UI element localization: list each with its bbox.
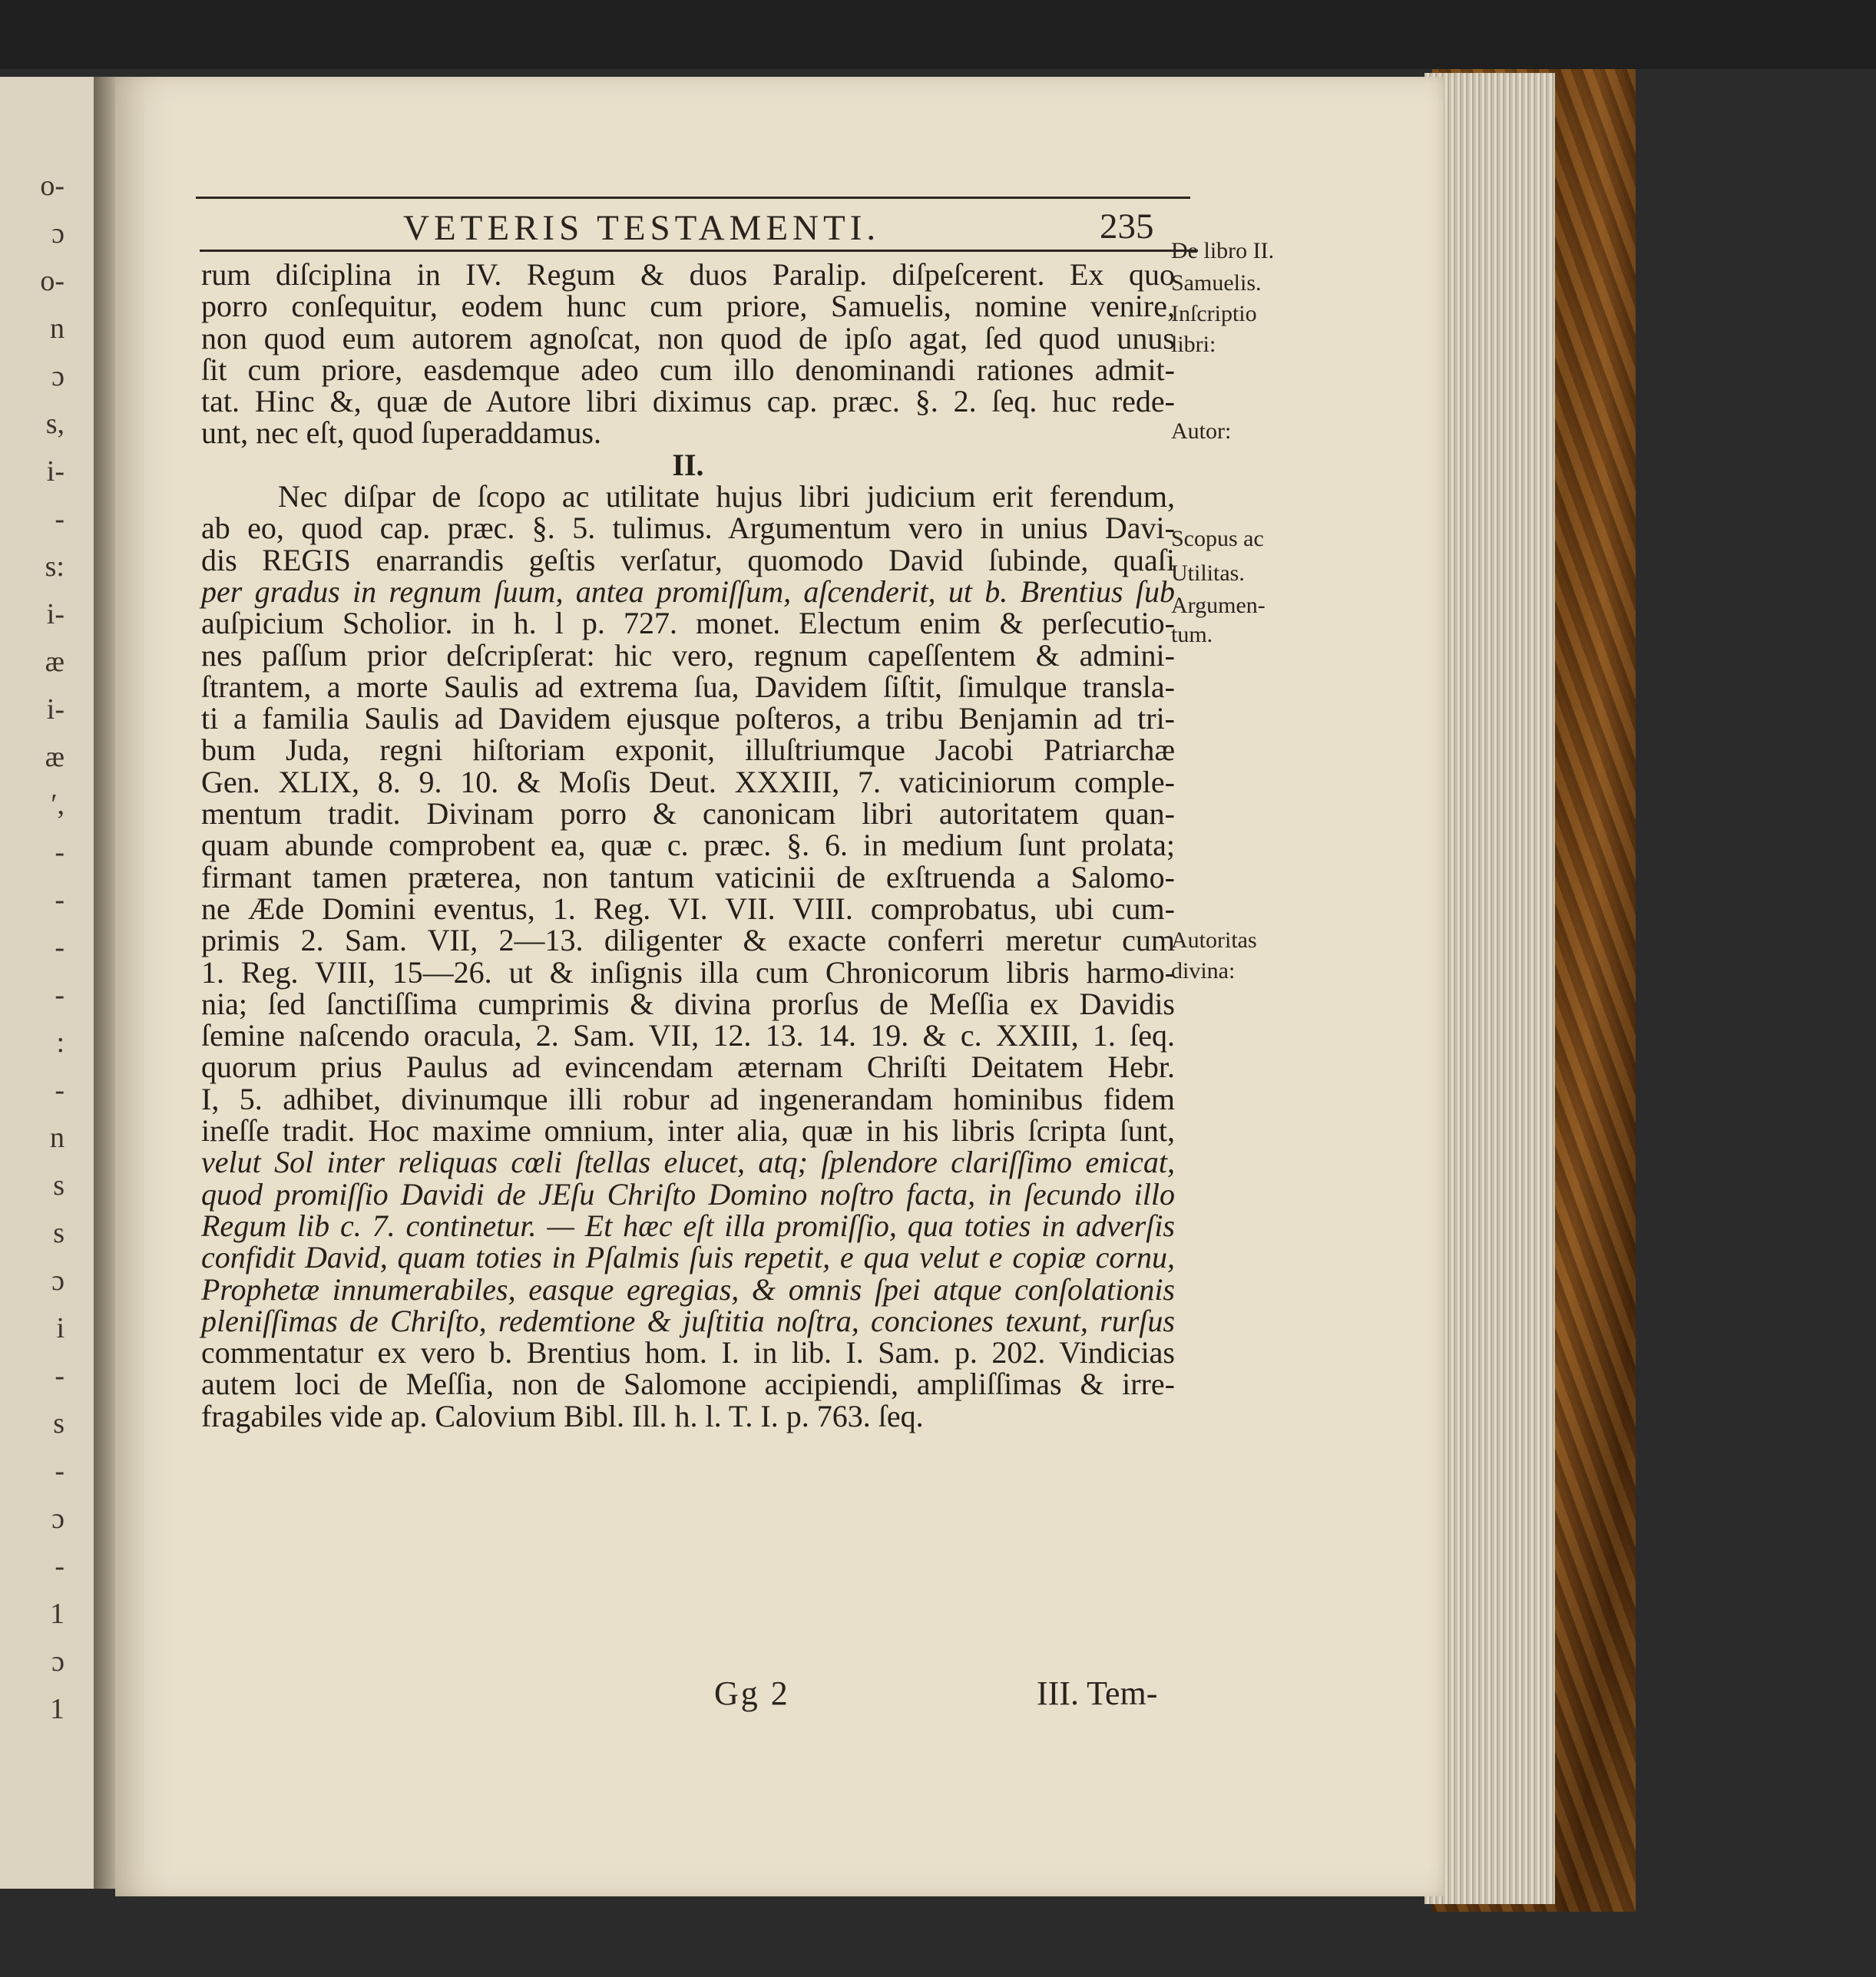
left-page-fragment: 1 <box>50 1693 65 1725</box>
left-page-fragment: o- <box>40 265 65 297</box>
text-line: confidit David, quam toties in Pſalmis ſuis repetit, e qua velut e copiæ cornu, <box>201 1240 1175 1275</box>
text-line: Nec diſpar de ſcopo ac utilitate hujus libri judicium erit ferendum, <box>278 479 1175 514</box>
text-line: commentatur ex vero b. Brentius hom. I. in lib. I. Sam. p. 202. Vindicias <box>201 1335 1175 1370</box>
text-line: per gradus in regnum ſuum, antea promiſſum, aſcenderit, ut b. Brentius ſub <box>201 574 1175 609</box>
left-page-fragment: ′, <box>51 788 65 821</box>
left-page-fragment: i- <box>46 455 65 488</box>
catchword: III. Tem- <box>1037 1674 1158 1712</box>
left-page-fragment: - <box>55 1074 65 1106</box>
text-line: bum Juda, regni hiſtoriam exponit, illuſtriumque Jacobi Patriarchæ <box>201 732 1175 768</box>
text-line: unt, nec eſt, quod ſuperaddamus. <box>201 415 601 451</box>
text-line: dis REGIS enarrandis geſtis verſatur, quomodo David ſubinde, quaſi <box>201 542 1175 577</box>
left-page-edge <box>0 77 101 1889</box>
left-page-fragment: æ <box>45 646 65 678</box>
left-page-fragment: n <box>50 1122 65 1154</box>
text-line: firmant tamen præterea, non tantum vaticinii de exſtruenda a Salomo- <box>201 859 1175 894</box>
text-line: ineſſe tradit. Hoc maxime omnium, inter alia, quæ in his libris ſcripta ſunt, <box>201 1113 1175 1149</box>
left-page-fragment: s <box>53 1217 65 1249</box>
text-line: ab eo, quod cap. præc. §. 5. tulimus. Argumentum vero in unius Davi- <box>201 511 1175 546</box>
margin-note: Autor: <box>1171 418 1232 444</box>
text-line: quorum prius Paulus ad evincendam æternam Chriſti Deitatem Hebr. <box>201 1050 1175 1085</box>
margin-note: divina: <box>1171 958 1236 984</box>
left-page-fragment: s, <box>45 408 65 440</box>
signature-mark: Gg 2 <box>714 1674 790 1712</box>
left-page-fragment: ɔ <box>51 1645 65 1678</box>
header-rule-top <box>196 197 1190 199</box>
left-page-fragment: : <box>56 1027 65 1059</box>
left-page-fragment: - <box>55 503 65 535</box>
page-number: 235 <box>1100 207 1154 246</box>
page-edges <box>1424 73 1555 1904</box>
text-line: I, 5. adhibet, divinumque illi robur ad ingenerandam hominibus fidem <box>201 1081 1175 1116</box>
margin-note: Utilitas. <box>1171 560 1245 586</box>
text-line: porro conſequitur, eodem hunc cum priore, Samuelis, nomine venire, <box>201 289 1175 324</box>
margin-note: Inſcriptio <box>1171 301 1257 326</box>
left-page-fragment: i- <box>46 598 65 630</box>
text-line: autem loci de Meſſia, non de Salomone accipiendi, ampliſſimas & irre- <box>201 1367 1175 1402</box>
text-line: fragabiles vide ap. Calovium Bibl. Ill. h. l. T. I. p. 763. ſeq. <box>201 1398 924 1433</box>
section-number: II. <box>672 447 704 482</box>
left-page-fragment: i- <box>46 693 65 726</box>
text-line: ti a familia Saulis ad Davidem ejusque poſteros, a tribu Benjamin ad tri- <box>201 701 1175 736</box>
text-line: ſtrantem, a morte Saulis ad extrema ſua, Davidem ſiſtit, ſimulque transla- <box>201 669 1175 704</box>
text-line: Prophetæ innumerabiles, easque egregias, & omnis ſpei atque conſolationis <box>201 1271 1175 1307</box>
left-page-fragment: 1 <box>50 1598 65 1630</box>
text-line: nia; ſed ſanctiſſima cumprimis & divina prorſus de Meſſia ex Davidis <box>201 986 1175 1021</box>
header-rule-bottom <box>200 250 1198 252</box>
margin-note: De libro II. <box>1171 238 1275 263</box>
text-line: rum diſciplina in IV. Regum & duos Paralip. diſpeſcerent. Ex quo <box>201 257 1175 292</box>
text-line: quam abunde comprobent ea, quæ c. præc. §. 6. in medium ſunt prolata; <box>201 828 1175 863</box>
left-page-fragment: - <box>55 1455 65 1487</box>
left-page-fragment: ɔ <box>51 1503 65 1535</box>
margin-note: Samuelis. <box>1171 270 1262 296</box>
left-page-fragment: i <box>56 1312 65 1344</box>
text-line: tat. Hinc &, quæ de Autore libri diximus cap. præc. §. 2. ſeq. huc rede- <box>201 384 1175 419</box>
text-line: velut Sol inter reliquas cœli ſtellas elucet, atq; ſplendore clariſſimo emicat, <box>201 1145 1175 1180</box>
text-line: nes paſſum prior deſcripſerat: hic vero, regnum capeſſentem & admini- <box>201 637 1175 673</box>
left-page-fragment: - <box>55 836 65 868</box>
dark-background-top <box>0 0 1876 69</box>
left-page-fragment: s <box>53 1169 65 1202</box>
text-line: 1. Reg. VIII, 15—26. ut & inſignis illa cum Chronicorum libris harmo- <box>201 954 1175 990</box>
left-page-fragment: s: <box>45 550 65 583</box>
text-line: ſemine naſcendo oracula, 2. Sam. VII, 12. 13. 14. 19. & c. XXIII, 1. ſeq. <box>201 1018 1175 1053</box>
margin-note: Argumen- <box>1171 593 1266 618</box>
left-page-fragment: ɔ <box>51 1265 65 1297</box>
text-line: non quod eum autorem agnoſcat, non quod de ipſo agat, ſed quod unus <box>201 320 1175 355</box>
left-page-fragment: - <box>55 979 65 1011</box>
left-page-fragment: - <box>55 931 65 964</box>
left-page-fragment: - <box>55 884 65 916</box>
margin-note: Scopus ac <box>1171 526 1264 551</box>
text-line: pleniſſimas de Chriſto, redemtione & juſtitia noſtra, conciones texunt, rurſus <box>201 1303 1175 1338</box>
text-line: auſpicium Scholior. in h. l p. 727. monet. Electum enim & perſecutio- <box>201 606 1175 641</box>
left-page-fragment: s <box>53 1407 65 1440</box>
text-line: mentum tradit. Divinam porro & canonicam libri autoritatem quan- <box>201 796 1175 831</box>
text-line: Gen. XLIX, 8. 9. 10. & Moſis Deut. XXXIII, 7. vaticiniorum comple- <box>201 764 1175 799</box>
left-page-fragment: æ <box>45 741 65 773</box>
left-page-fragment: o- <box>40 170 65 202</box>
left-page-fragment: ɔ <box>51 360 65 392</box>
body-text <box>201 257 1175 1433</box>
margin-note: tum. <box>1171 622 1213 647</box>
text-line: ne Æde Domini eventus, 1. Reg. VI. VII. VIII. comprobatus, ubi cum- <box>201 891 1175 926</box>
left-page-fragment: n <box>50 312 65 345</box>
running-header-title: VETERIS TESTAMENTI. <box>403 208 881 248</box>
book-gutter <box>94 77 117 1889</box>
left-page-fragment: - <box>55 1550 65 1582</box>
text-line: ſit cum priore, easdemque adeo cum illo denominandi rationes admit- <box>201 352 1175 387</box>
left-page-fragment: ɔ <box>51 217 65 250</box>
text-line: Regum lib c. 7. continetur. — Et hæc eſt illa promiſſio, qua toties in adverſis <box>201 1208 1175 1243</box>
text-line: quod promiſſio Davidi de JEſu Chriſto Domino noſtro facta, in ſecundo illo <box>201 1176 1175 1212</box>
margin-note: Autoritas <box>1171 927 1257 953</box>
left-page-fragment: - <box>55 1360 65 1392</box>
text-line: primis 2. Sam. VII, 2—13. diligenter & exacte conferri meretur cum <box>201 923 1175 958</box>
margin-note: libri: <box>1171 332 1216 357</box>
